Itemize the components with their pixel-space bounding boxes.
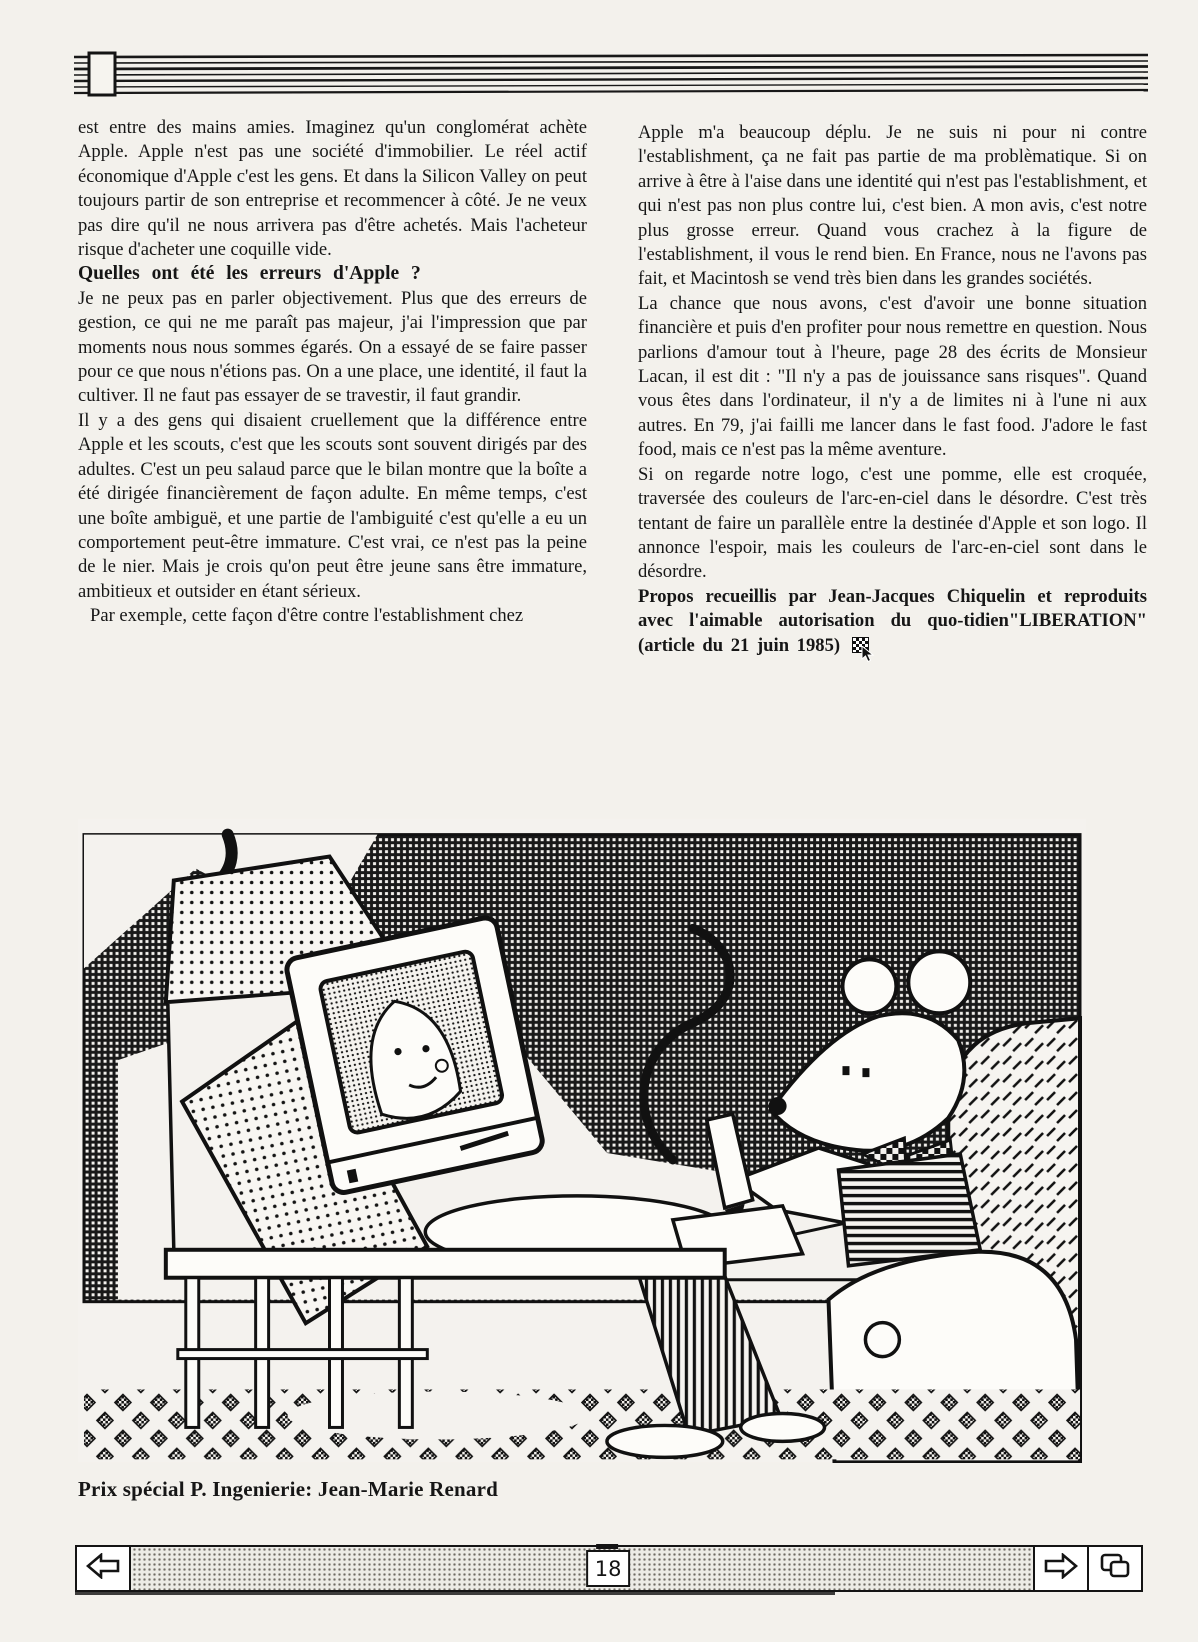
prev-card-button[interactable] <box>77 1547 131 1590</box>
rule-lines <box>74 50 1148 100</box>
next-card-button[interactable] <box>1033 1547 1087 1590</box>
article-right-column <box>638 121 1147 658</box>
credit-line <box>638 585 1147 658</box>
paragraph: est entre des mains amies. Imaginez qu'un conglomérat achète Apple. Apple n'est pas une société d'immobilier. Le réel actif économique d'Apple c'est les gens. Et dans la Silicon Valley on peut toujours partir de son entreprise et recommencer à côté. Je ne veux pas dire qu'il ne nous arrivera pas d'être achetés. Mais l'acheteur risque d'acheter une coquille vide. <box>78 117 587 261</box>
paragraph: Apple m'a beaucoup déplu. Je ne suis ni pour ni contre l'establishment, ça ne fait pas partie de ma problèmatique. Si on arrive à être à l'aise dans une identité qui n'est pas l'establishment, et qui n'est pas non plus contre lui, c'est bien. A mon avis, c'est notre plus grosse erreur. Quand vous crachez à la figure de l'establishment, il vous le rend bien. En France, nous ne l'avons pas fait, et Macintosh se vend très bien dans les grandes sociétés. <box>638 122 1147 290</box>
title-bar-box <box>89 53 115 95</box>
illustration-caption: Prix spécial P. Ingenierie: Jean-Marie Renard <box>78 1477 498 1501</box>
scrollbar-track-right[interactable] <box>582 1547 1033 1590</box>
paragraph: Si on regarde notre logo, c'est une pomme, elle est croquée, traversée des couleurs de l'arc-en-ciel dans le désordre. C'est très tentant de faire un parallèle entre la destinée d'Apple et son logo. Il annonce l'espoir, mais les couleurs de l'arc-en-ciel sont dans le désordre. <box>638 463 1147 583</box>
credit-text: Propos recueillis par Jean-Jacques Chiquelin et reproduits avec l'aimable autorisation du quo-tidien"LIBERATION" (article du 21 juin 1985) <box>638 585 1147 656</box>
top-rule-decoration <box>74 50 1148 100</box>
arrow-left-icon <box>86 1553 120 1584</box>
paragraph: Je ne peux pas en parler objectivement. Plus que des erreurs de gestion, ce qui ne me paraît pas majeur, j'ai l'impression que par moments nous nous sommes égarés. On a essayé de se faire passer pour ce que nous n'étions pas. On a une place, une identité, il faut la cultiver. Il ne faut pas essayer de se travestir, il faut grandir. <box>78 287 587 407</box>
arrow-right-icon <box>1044 1553 1078 1584</box>
paragraph: Il y a des gens qui disaient cruellement que la différence entre Apple et les scouts, c'est que les scouts sont souvent dirigés par des adultes. C'est un peu salaud parce que le bilan montre que la boîte a été dirigée financièrement de façon adulte. En même temps, c'est une boîte ambiguë, et une partie de l'ambiguité c'est qu'elle a eu un comportement peut-être immature. C'est vrai, ce n'est pas la peine de le nier. Mais je crois qu'on peut être jeune sans être immature, ambitieux et outsider en étant sérieux. <box>78 409 587 602</box>
paragraph: Par exemple, cette façon d'être contre l'establishment chez <box>90 605 524 627</box>
end-of-article-icon <box>852 637 869 653</box>
article-left-column <box>78 116 587 629</box>
nav-bar <box>75 1545 1143 1592</box>
recent-cards-button[interactable] <box>1087 1547 1141 1590</box>
section-heading: Quelles ont été les erreurs d'Apple ? <box>78 263 421 285</box>
illustration <box>78 818 1086 1463</box>
scan-edge-line <box>75 1592 835 1595</box>
scrollbar-track-left[interactable] <box>131 1547 582 1590</box>
page-number-box[interactable]: 18 <box>586 1550 630 1587</box>
cursor-icon <box>861 645 875 661</box>
paragraph: La chance que nous avons, c'est d'avoir une bonne situation financière et puis d'en profiter pour nous remettre en question. Nous parlions d'amour tout à l'heure, page 28 des écrits de Monsieur Lacan, il est dit : "Il n'y a pas de jouissance sans risques". Quand vous êtes dans l'ordinateur, il n'y a de limites ni à l'une ni aux autres. En 79, j'ai failli me lancer dans le fast food. J'adore le fast food, mais ce n'est pas la même aventure. <box>638 292 1147 461</box>
overlapping-cards-icon <box>1098 1552 1132 1585</box>
